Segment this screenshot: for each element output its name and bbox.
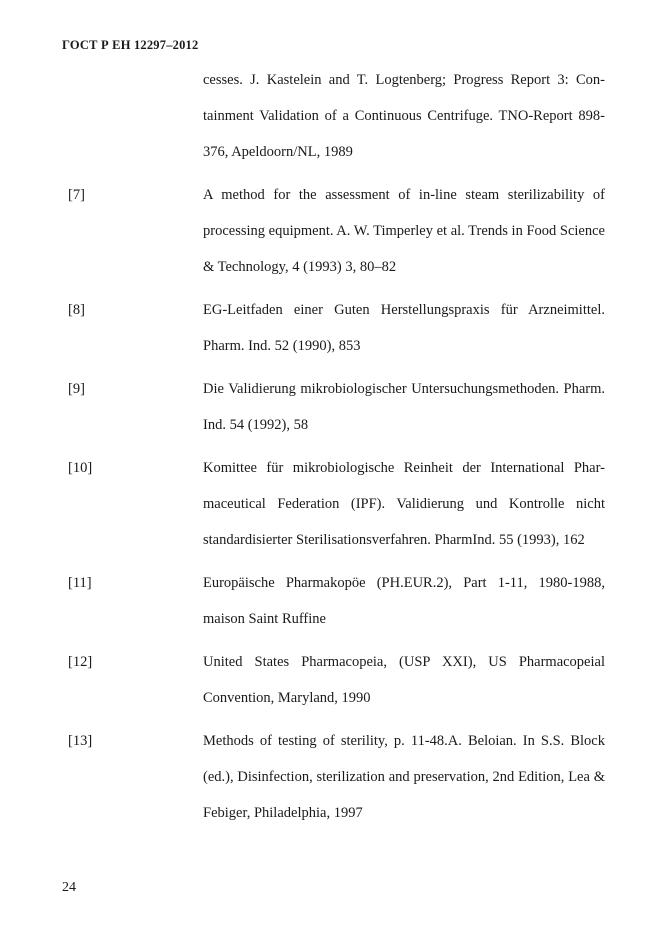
reference-10	[68, 450, 605, 558]
reference-number: [7]	[68, 187, 85, 203]
reference-8	[68, 292, 605, 364]
reference-number: [10]	[68, 460, 93, 476]
reference-text: EG-Leitfaden einer Guten Herstellungspraxis für Arzneimittel. Pharm. Ind. 52 (1990), 853	[203, 302, 605, 354]
reference-11	[68, 565, 605, 637]
reference-number	[68, 62, 203, 170]
document-header: ГОСТ Р ЕН 12297–2012	[62, 38, 199, 52]
reference-9	[68, 371, 605, 443]
reference-13	[68, 723, 605, 831]
reference-number: [9]	[68, 381, 85, 397]
reference-number: [13]	[68, 733, 93, 749]
reference-text: United States Pharmacopeia, (USP XXI), US Pharmacopeial Convention, Maryland, 1990	[203, 654, 605, 706]
reference-text: Komittee für mikrobiologische Reinheit der International Phar-maceutical Federation (IPF). Validierung und Kontrolle nicht standardisierter Sterilisationsverfahren. PharmInd. 55 (1993), 162	[203, 460, 605, 548]
reference-number: [12]	[68, 654, 93, 670]
reference-text: Die Validierung mikrobiologischer Untersuchungsmethoden. Pharm. Ind. 54 (1992), 58	[203, 381, 605, 433]
page-number: 24	[62, 880, 76, 895]
reference-text: A method for the assessment of in-line steam sterilizability of processing equipment. A. W. Timperley et al. Trends in Food Science & Technology, 4 (1993) 3, 80–82	[203, 187, 605, 275]
reference-text: cesses. J. Kastelein and T. Logtenberg; Progress Report 3: Con-tainment Validation of a Continuous Centrifuge. TNO-Report 898-376, Apeldoorn/NL, 1989	[203, 72, 605, 160]
reference-continuation	[68, 62, 605, 170]
reference-12	[68, 644, 605, 716]
reference-number: [8]	[68, 302, 85, 318]
reference-7	[68, 177, 605, 285]
references-list	[68, 62, 605, 838]
reference-text: Europäische Pharmakopöe (PH.EUR.2), Part 1-11, 1980-1988, maison Saint Ruffine	[203, 575, 605, 627]
reference-text: Methods of testing of sterility, p. 11-48.A. Beloian. In S.S. Block (ed.), Disinfection, sterilization and preservation, 2nd Edition, Lea & Febiger, Philadelphia, 1997	[203, 733, 605, 821]
reference-number: [11]	[68, 575, 92, 591]
